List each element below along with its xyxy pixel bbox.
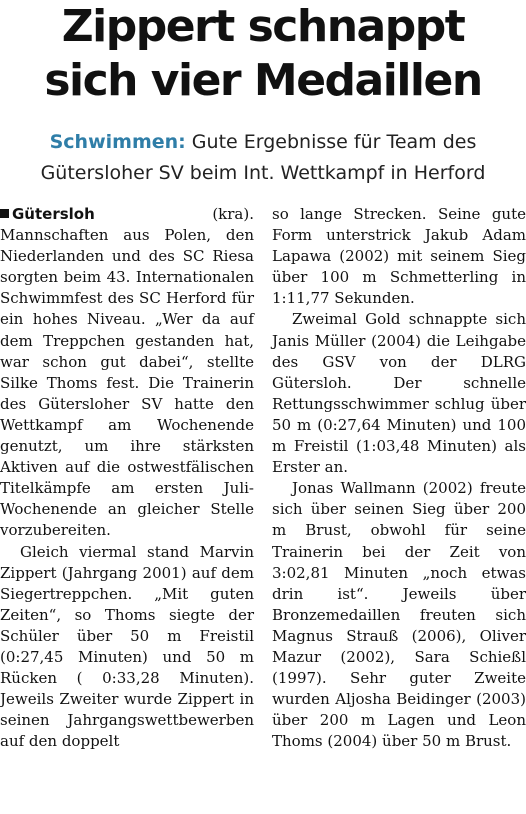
paragraph: Zweimal Gold schnappte sich Janis Müller (2004) die Leihgabe des GSV von der DLRG Gütersloh. Der schnelle Rettungsschwimmer schlug über 50 m (0:27,64 Minuten) und 100 m Freistil (1:03,48 Minuten) als Erster an.: [272, 310, 526, 477]
subheadline: [0, 127, 526, 189]
paragraph: [0, 204, 254, 542]
subhead-text: Gute Ergebnisse für Team des: [185, 131, 477, 153]
subhead-line-1: [0, 127, 526, 158]
paragraph: so lange Strecken. Seine gute Form unterstrick Jakub Adam Lapawa (2002) mit seinem Sieg über 100 m Schmetterling in 1:11,77 Sekunden.: [272, 205, 526, 308]
bullet-square-icon: [0, 209, 9, 218]
article-body: [0, 204, 526, 752]
kicker: Schwimmen:: [49, 131, 186, 153]
paragraph-text: (kra). Mannschaften aus Polen, den Niederlanden und des SC Riesa sorgten beim 43. Internationalen Schwimmfest des SC Herford für ein hohes Niveau. „Wer da auf dem Treppchen gestanden hat, war schon gut dabei“, stellte Silke Thoms fest. Die Trainerin des Gütersloher SV hatte den Wettkampf am Wochenende genutzt, um ihre stärksten Aktiven auf die ostwestfälischen Titelkämpfe am ersten Juli-Wochenende an gleicher Stelle vorzubereiten.: [0, 205, 254, 540]
paragraph: Jonas Wallmann (2002) freute sich über seinen Sieg über 200 m Brust, obwohl für seine Trainerin bei der Zeit von 3:02,81 Minuten „noch etwas drin ist“. Jeweils über Bronzemedaillen freuten sich Magnus Strauß (2006), Oliver Mazur (2002), Sara Schießl (1997). Sehr guter Zweite wurden Aljosha Beidinger (2003) über 200 m Lagen und Leon Thoms (2004) über 50 m Brust.: [272, 479, 526, 751]
column-right: [272, 204, 526, 752]
dateline: Gütersloh: [12, 205, 95, 223]
headline: [0, 0, 526, 108]
headline-line-2: sich vier Medaillen: [44, 55, 482, 106]
paragraph: Gleich viermal stand Marvin Zippert (Jahrgang 2001) auf dem Siegertreppchen. „Mit guten Zeiten“, so Thoms siegte der Schüler über 50 m Freistil (0:27,45 Minuten) und 50 m Rücken ( 0:33,28 Minuten). Jeweils Zweiter wurde Zippert in seinen Jahrgangswettbewerben auf den doppelt: [0, 542, 254, 751]
subhead-line-2: Gütersloher SV beim Int. Wettkampf in Herford: [40, 162, 486, 184]
headline-line-1: Zippert schnappt: [61, 1, 465, 52]
column-left: [0, 204, 254, 752]
